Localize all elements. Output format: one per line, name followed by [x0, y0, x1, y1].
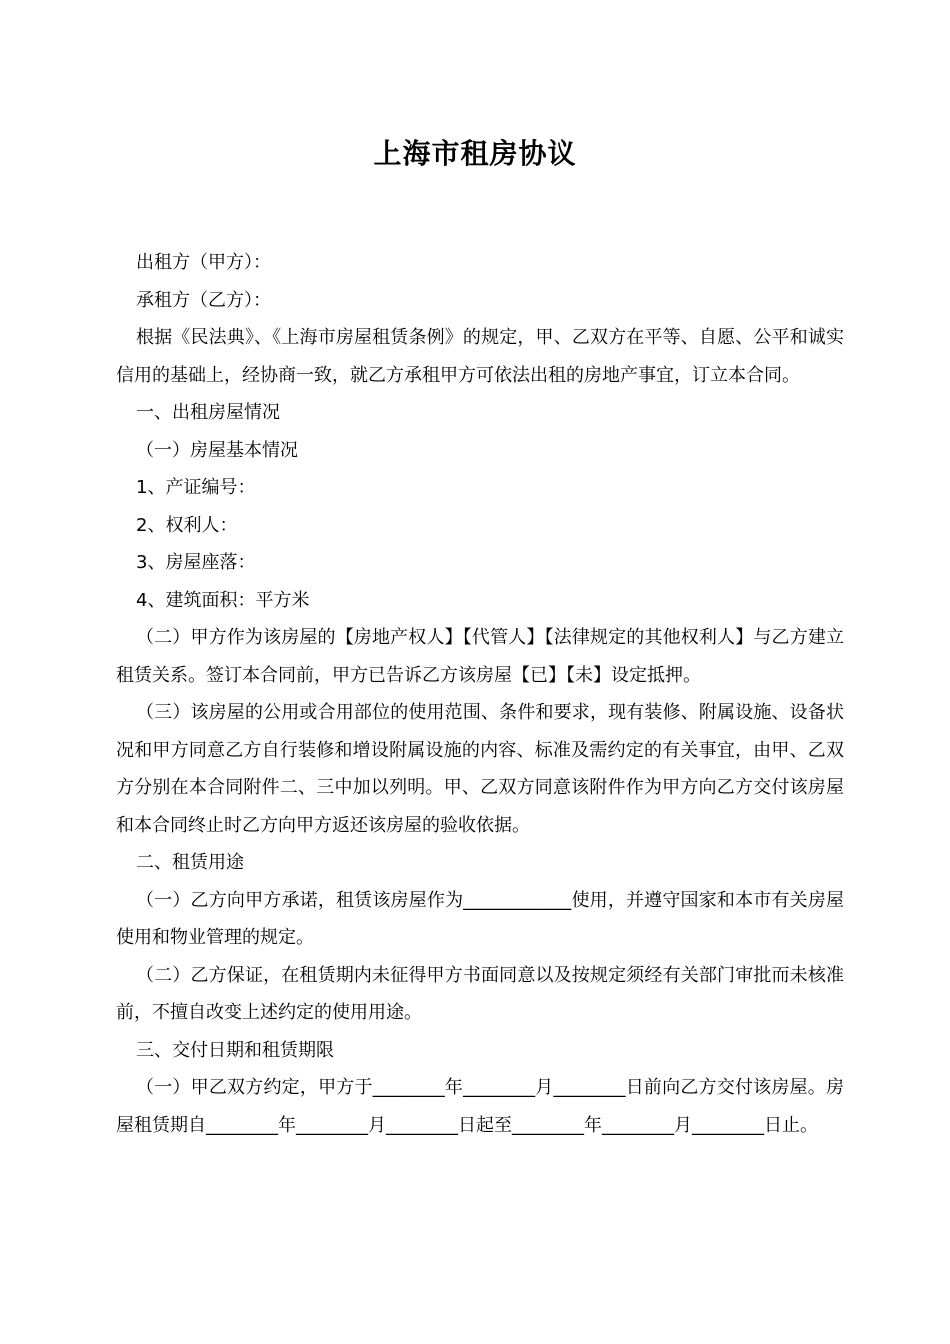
item-certificate-number: 1、产证编号：: [136, 477, 256, 498]
subsection-heading-1-1: （一）房屋基本情况: [136, 439, 298, 461]
paragraph-1-2: （二）甲方作为该房屋的【房地产权人】【代管人】【法律规定的其他权利人】与乙方建立租赁关系。签订本合同前，甲方已告诉乙方该房屋【已】【未】设定抵押。: [116, 627, 844, 686]
section-heading-1: 一、出租房屋情况: [136, 402, 280, 423]
document-body: [116, 244, 844, 1144]
document-title: 上海市租房协议: [373, 137, 577, 170]
paragraph-2-2: （二）乙方保证，在租赁期内未征得甲方书面同意以及按规定须经有关部门审批而未核准前，不擅自改变上述约定的使用用途。: [116, 964, 844, 1023]
paragraph-preamble: 根据《民法典》、《上海市房屋租赁条例》的规定，甲、乙双方在平等、自愿、公平和诚实信用的基础上，经协商一致，就乙方承租甲方可依法出租的房地产事宜，订立本合同。: [116, 327, 844, 386]
paragraph-lessor: 出租方（甲方）：: [136, 252, 271, 273]
paragraph-2-1: （一）乙方向甲方承诺，租赁该房屋作为____________使用，并遵守国家和本市有关房屋使用和物业管理的规定。: [116, 889, 844, 948]
paragraph-1-3: （三）该房屋的公用或合用部位的使用范围、条件和要求，现有装修、附属设施、设备状况和甲方同意乙方自行装修和增设附属设施的内容、标准及需约定的有关事宜，由甲、乙双方分别在本合同附件二、三中加以列明。甲、乙双方同意该附件作为甲方向乙方交付该房屋和本合同终止时乙方向甲方返还该房屋的验收依据。: [116, 702, 844, 836]
paragraph-lessee: 承租方（乙方）：: [136, 289, 271, 311]
item-location: 3、房屋座落：: [136, 552, 256, 573]
section-heading-3: 三、交付日期和租赁期限: [136, 1039, 334, 1061]
paragraph-3-1: （一）甲乙双方约定，甲方于________年________月________日前向乙方交付该房屋。房屋租赁期自________年________月________日起至________年________月________日止。: [116, 1077, 844, 1136]
section-heading-2: 二、租赁用途: [136, 852, 244, 873]
item-rights-holder: 2、权利人：: [136, 514, 238, 536]
item-floor-area: 4、建筑面积：平方米: [136, 589, 310, 611]
